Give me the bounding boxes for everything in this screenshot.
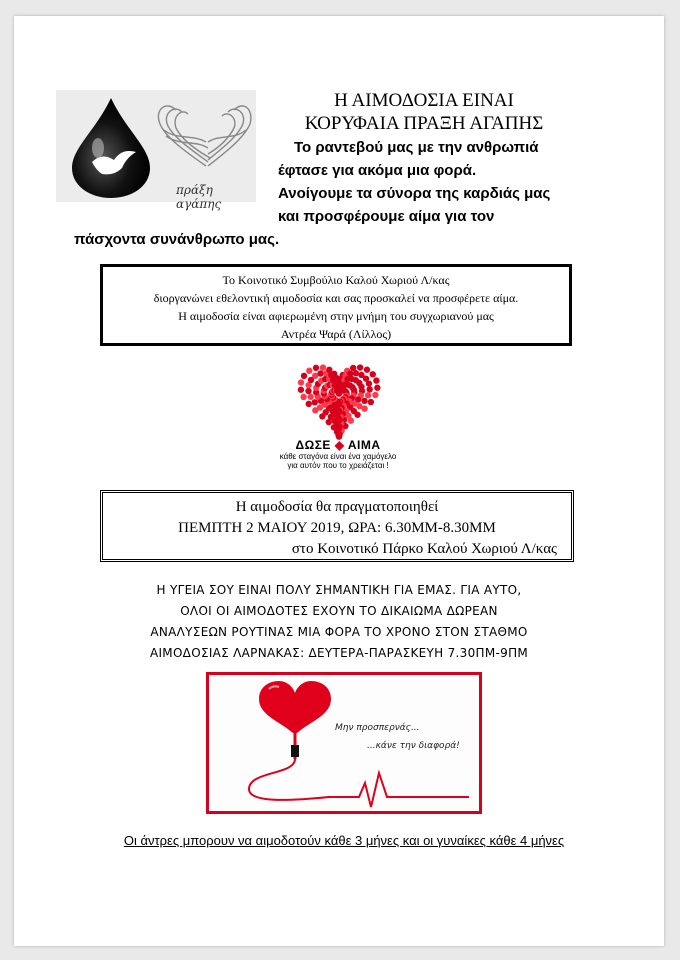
health-line: Η ΥΓΕΙΑ ΣΟΥ ΕΙΝΑΙ ΠΟΛΥ ΣΗΜΑΝΤΙΚΗ ΓΙΑ ΕΜΑΣ. ΓΙΑ ΑΥΤΟ, xyxy=(156,583,522,597)
event-box xyxy=(100,490,574,562)
intro-line: έφτασε για ακόμα μια φορά. xyxy=(278,162,477,179)
logo-text: πράξη αγάπης xyxy=(176,183,222,211)
health-line: ΑΝΑΛΥΣΕΩΝ ΡΟΥΤΙΝΑΣ ΜΙΑ ΦΟΡΑ ΤΟ ΧΡΟΝΟ ΣΤΟΝ ΣΤΑΘΜΟ xyxy=(150,625,528,639)
heart-illustration xyxy=(206,672,482,814)
intro-line: Ανοίγουμε τα σύνορα της καρδιάς μας xyxy=(278,185,551,202)
illustration-tag1: Μην προσπερνάς... xyxy=(335,723,420,733)
announcement-line: Αντρέα Ψαρά (Λίλλος) xyxy=(280,327,392,341)
beaded-heart-icon xyxy=(234,356,444,442)
health-notice xyxy=(74,580,604,664)
announcement-line: Η αιμοδοσία είναι αφιερωμένη στην μνήμη του συγχωριανού μας xyxy=(178,309,494,323)
give-blood-title-left: ΔΩΣΕ xyxy=(295,438,331,452)
footer-note: Οι άντρες μπορουν να αιμοδοτούν κάθε 3 μήνες και οι γυναίκες κάθε 4 μήνες xyxy=(123,833,565,848)
give-blood-graphic xyxy=(234,356,444,486)
event-line1: Η αιμοδοσία θα πραγματοποιηθεί xyxy=(235,499,439,515)
health-line: ΟΛΟΙ ΟΙ ΑΙΜΟΔΟΤΕΣ ΕΧΟΥΝ ΤΟ ΔΙΚΑΙΩΜΑ ΔΩΡΕΑΝ xyxy=(180,604,498,618)
health-line: ΑΙΜΟΔΟΣΙΑΣ ΛΑΡΝΑΚΑΣ: ΔΕΥΤΕΡΑ-ΠΑΡΑΣΚΕΥΗ 7.30ΠΜ-9ΠΜ xyxy=(149,646,529,660)
announcement-box xyxy=(100,264,572,346)
give-blood-line2: για αυτόν που το χρειάζεται ! xyxy=(287,461,389,470)
announcement-line: Το Κοινοτικό Συμβούλιο Καλού Χωριού Λ/κας xyxy=(222,273,450,287)
intro-line: Το ραντεβού μας με την ανθρωπιά xyxy=(294,139,539,156)
blood-drop-icon: ◆ xyxy=(334,438,345,452)
intro-line: πάσχοντα συνάνθρωπο μας. xyxy=(74,231,280,248)
intro-line: και προσφέρουμε αίμα για τον xyxy=(278,208,495,225)
give-blood-line1: κάθε σταγόνα είναι ένα χαμόγελο xyxy=(279,452,397,461)
poster-page xyxy=(14,16,664,946)
event-line3: στο Κοινοτικό Πάρκο Καλού Χωριού Λ/κας xyxy=(291,541,557,557)
logo xyxy=(56,90,256,211)
announcement-line: διοργανώνει εθελοντική αιμοδοσία και σας προσκαλεί να προσφέρετε αίμα. xyxy=(153,291,519,305)
give-blood-title xyxy=(268,438,408,452)
event-line2: ΠΕΜΠΤΗ 2 ΜΑΙΟΥ 2019, ΩΡΑ: 6.30ΜΜ-8.30ΜΜ xyxy=(178,520,496,536)
headline-line2: ΚΟΡΥΦΑΙΑ ΠΡΑΞΗ ΑΓΑΠΗΣ xyxy=(304,113,544,134)
headline xyxy=(274,89,574,135)
illustration-tag2: ...κάνε την διαφορά! xyxy=(367,741,460,751)
headline-line1: Η ΑΙΜΟΔΟΣΙΑ ΕΙΝΑΙ xyxy=(334,90,514,111)
give-blood-title-right: ΑΙΜΑ xyxy=(347,438,381,452)
give-blood-caption xyxy=(268,438,408,470)
